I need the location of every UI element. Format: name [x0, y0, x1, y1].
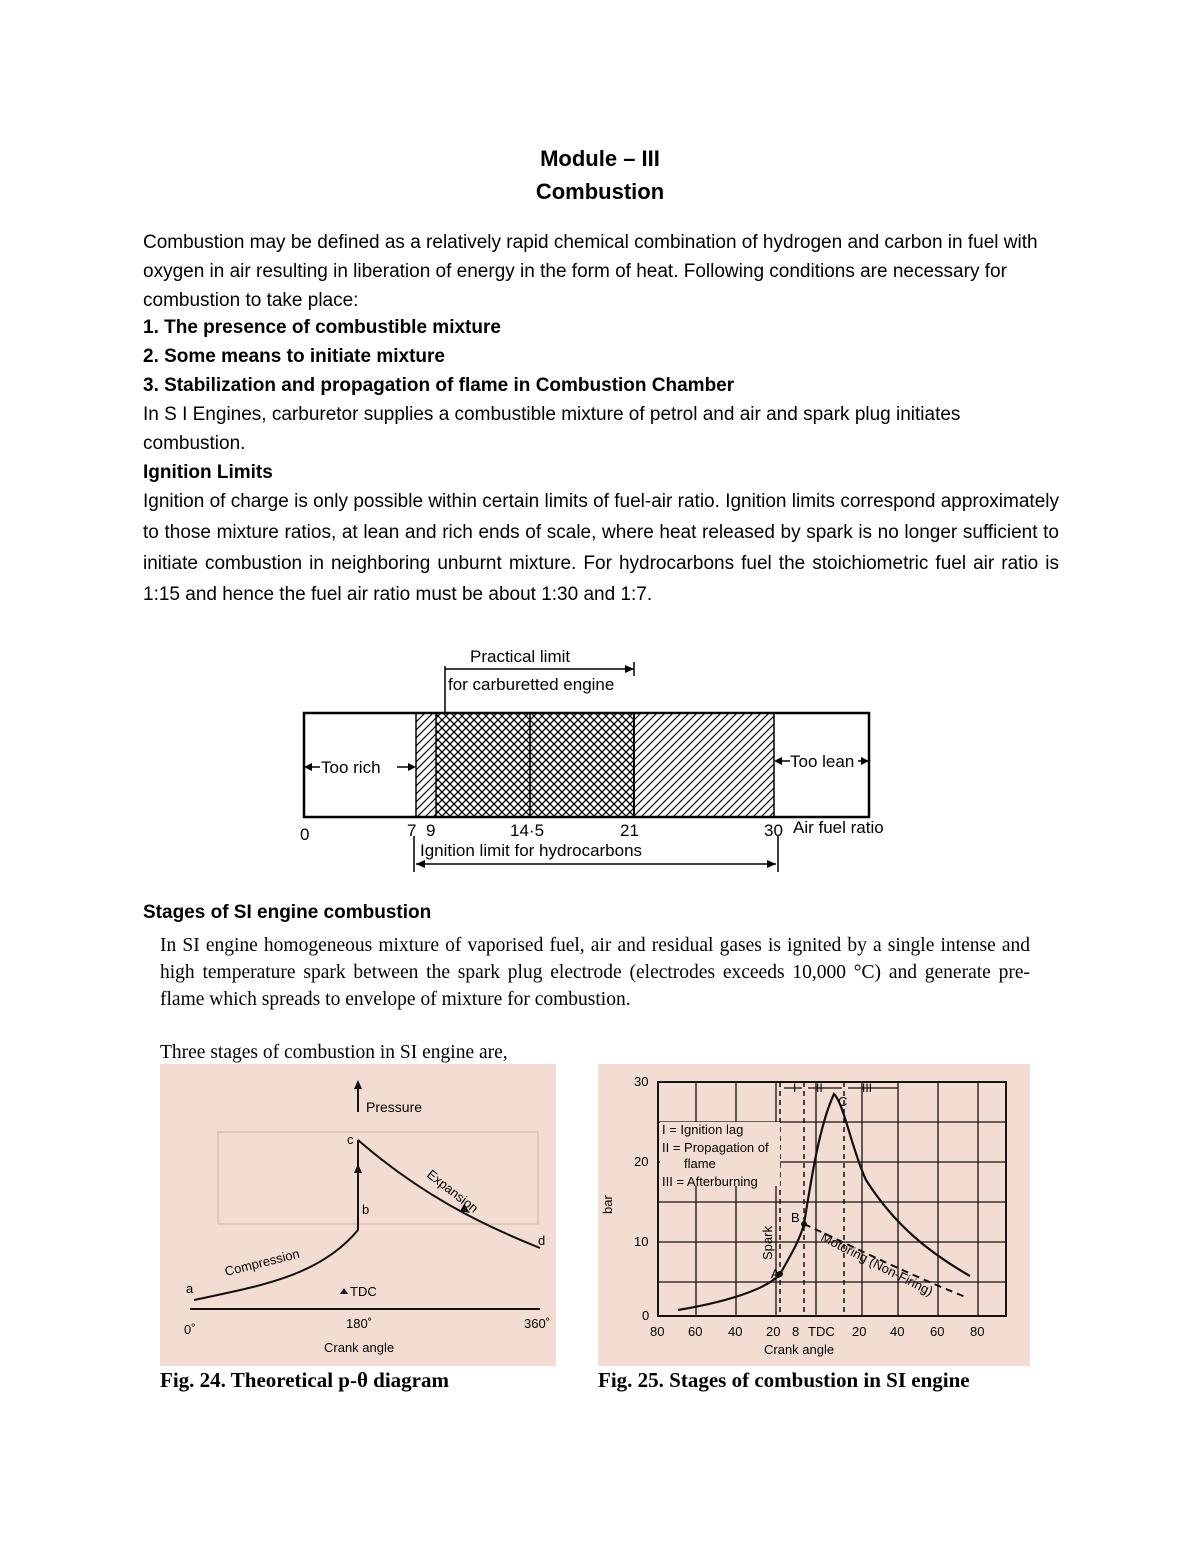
- carburetted-engine-label: for carburetted engine: [448, 675, 615, 694]
- ignition-limits-heading: Ignition Limits: [143, 462, 273, 483]
- fig24-point-c: c: [347, 1132, 354, 1147]
- air-fuel-ratio-diagram: [290, 640, 920, 880]
- fig25-y-tick-30: 30: [634, 1074, 649, 1089]
- fig24-tick-180: 180˚: [346, 1316, 373, 1331]
- fig25-y-tick-0: 0: [642, 1308, 650, 1323]
- condition-2: 2. Some means to initiate mixture: [143, 346, 445, 367]
- tick-14-5: 14·5: [510, 821, 545, 840]
- fig24-compression-label: Compression: [223, 1245, 302, 1279]
- tick-0: 0: [300, 825, 310, 844]
- fig25-y-label: bar: [600, 1195, 615, 1214]
- fig25-spark-label: Spark: [760, 1226, 775, 1260]
- fig25-y-tick-10: 10: [634, 1234, 649, 1249]
- fig24-caption: Fig. 24. Theoretical p-θ diagram: [160, 1368, 449, 1392]
- fig25-caption: Fig. 25. Stages of combustion in SI engine: [598, 1368, 970, 1392]
- fig25-x-tick-20a: 20: [766, 1324, 781, 1339]
- tick-7: 7: [407, 821, 417, 840]
- fig25-x-tick-tdc: TDC: [808, 1324, 835, 1339]
- intro-paragraph: Combustion may be defined as a relatively rapid chemical combination of hydrogen and carbon in fuel with oxygen in air resulting in liberation of energy in the form of heat. Following conditions are necessary for combustion to take place:: [143, 232, 1038, 311]
- fig25-x-label: Crank angle: [764, 1342, 835, 1357]
- fig24-expansion-label: Expansion: [424, 1166, 482, 1216]
- tick-21: 21: [620, 821, 639, 840]
- fig25-x-tick-8: 8: [792, 1324, 800, 1339]
- fig25-point-b: B: [791, 1210, 800, 1225]
- fig24-pressure-label: Pressure: [366, 1099, 423, 1115]
- fig25-stage-3: III: [862, 1081, 873, 1095]
- fig25-motoring-label: Motoring (Non-Firing): [818, 1229, 936, 1299]
- ignition-limits-paragraph: Ignition of charge is only possible within certain limits of fuel-air ratio. Ignition limits correspond approximately to those mixture ratios, at lean and rich ends of scale, where heat released by spark is no longer sufficient to initiate combustion in neighboring unburnt mixture. For hydrocarbons fuel the stoichiometric fuel air ratio is 1:15 and hence the fuel air ratio must be about 1:30 and 1:7.: [143, 491, 1059, 605]
- fig25-background: [598, 1064, 1030, 1366]
- stages-lead: Three stages of combustion in SI engine are,: [160, 1042, 508, 1063]
- fig25-stage-1: I: [793, 1081, 797, 1095]
- fig25-x-tick-80b: 80: [970, 1324, 985, 1339]
- fig25-x-tick-40a: 40: [728, 1324, 743, 1339]
- fig25-legend-flame: flame: [684, 1156, 716, 1171]
- fig24-tick-0: 0˚: [184, 1322, 196, 1337]
- axis-label-air-fuel-ratio: Air fuel ratio: [793, 818, 884, 837]
- si-engine-paragraph: In S I Engines, carburetor supplies a combustible mixture of petrol and air and spark plug initiates combustion.: [143, 404, 961, 454]
- condition-1: 1. The presence of combustible mixture: [143, 317, 501, 338]
- fig24-point-b: b: [362, 1202, 370, 1217]
- practical-crosshatch-region: [436, 713, 634, 817]
- lean-hatch-region: [634, 713, 774, 817]
- fig24-crank-angle-label: Crank angle: [324, 1340, 395, 1355]
- stages-heading: Stages of SI engine combustion: [143, 902, 432, 923]
- stages-paragraph: In SI engine homogeneous mixture of vaporised fuel, air and residual gases is ignited by a single intense and high temperature spark between the spark plug electrode (electrodes exceeds 10,000 °C) and generate pre-flame which spreads to envelope of mixture for combustion.: [160, 935, 1030, 1010]
- fig24-theoretical-p-theta-diagram: [160, 1064, 556, 1366]
- fig24-tick-360: 360˚: [524, 1316, 551, 1331]
- module-title: Module – III: [540, 146, 660, 171]
- tick-30: 30: [764, 821, 783, 840]
- fig25-x-tick-60a: 60: [688, 1324, 703, 1339]
- tick-9: 9: [426, 821, 436, 840]
- too-rich-label: Too rich: [321, 758, 381, 777]
- fig25-stages-of-combustion-chart: [598, 1064, 1030, 1366]
- fig25-x-tick-40b: 40: [890, 1324, 905, 1339]
- fig25-y-tick-20: 20: [634, 1154, 649, 1169]
- fig25-point-a: A: [771, 1266, 780, 1281]
- fig25-x-tick-80a: 80: [650, 1324, 665, 1339]
- condition-3: 3. Stabilization and propagation of flame in Combustion Chamber: [143, 375, 735, 396]
- fig25-legend-ignition-lag: I = Ignition lag: [662, 1122, 744, 1137]
- fig25-legend-afterburning: III = Afterburning: [662, 1174, 758, 1189]
- rich-hatch-region: [416, 713, 436, 817]
- practical-limit-label: Practical limit: [470, 647, 571, 666]
- fig25-legend-propagation: II = Propagation of: [662, 1140, 769, 1155]
- fig25-x-tick-60b: 60: [930, 1324, 945, 1339]
- fig24-point-a: a: [186, 1281, 194, 1296]
- fig25-x-tick-20b: 20: [852, 1324, 867, 1339]
- fig24-point-d: d: [538, 1233, 546, 1248]
- topic-title: Combustion: [535, 179, 665, 204]
- ignition-limit-label: Ignition limit for hydrocarbons: [420, 841, 643, 860]
- too-lean-label: Too lean: [790, 752, 855, 771]
- fig25-stage-2: II: [816, 1081, 823, 1095]
- fig24-tdc-label: TDC: [350, 1284, 377, 1299]
- fig25-point-c: C: [838, 1094, 848, 1109]
